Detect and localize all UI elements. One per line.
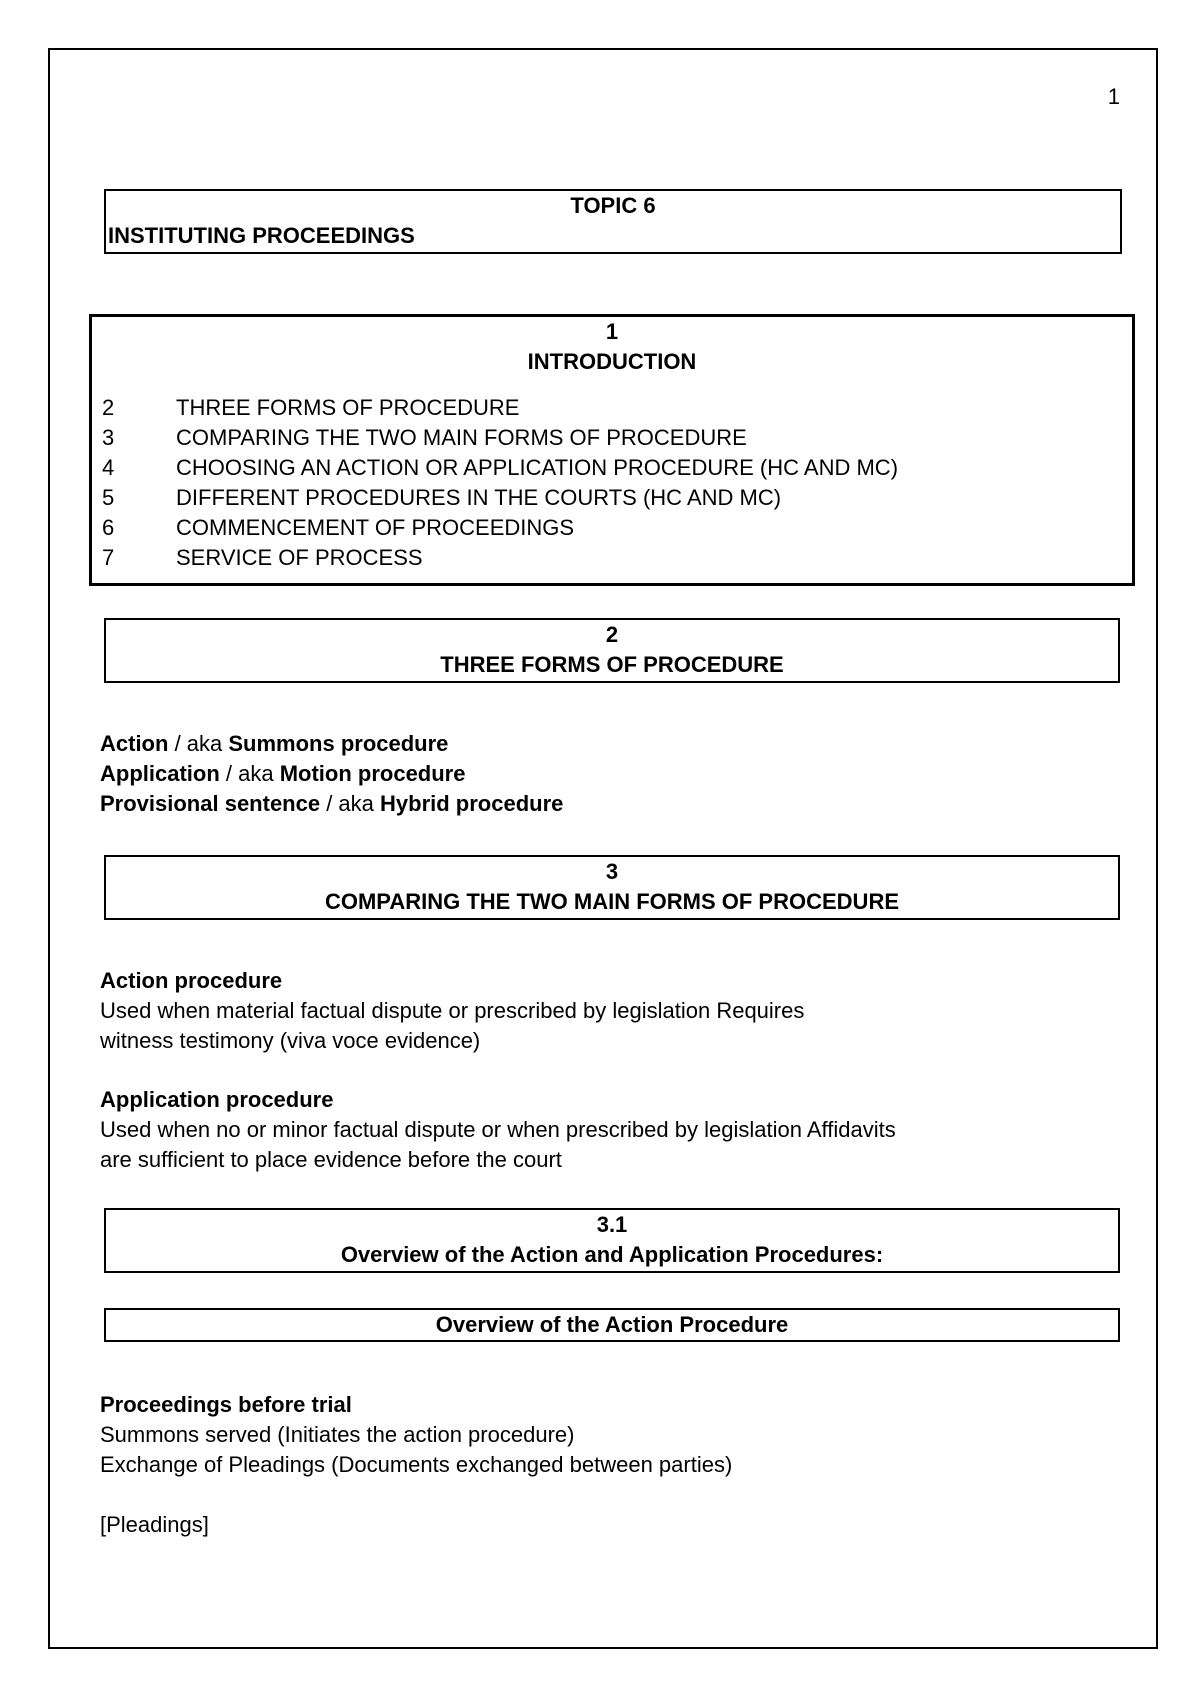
application-procedure-heading: Application procedure [100,1087,334,1112]
procedure-form [100,729,1110,759]
contents-item-number: 3 [102,425,115,450]
contents-item [102,393,1132,423]
section-3-number: 3 [605,859,619,884]
contents-item-text: CHOOSING AN ACTION OR APPLICATION PROCEDURE (HC AND MC) [176,455,899,480]
contents-item [102,543,1132,573]
contents-list [92,393,1132,573]
introduction-number: 1 [605,319,619,344]
action-overview-box [104,1308,1120,1342]
section-3-1-box [104,1208,1120,1273]
contents-item-number: 5 [102,485,115,510]
topic-title: INSTITUTING PROCEEDINGS [108,223,415,248]
contents-item-text: COMMENCEMENT OF PROCEEDINGS [176,515,575,540]
procedure-form-alias: Hybrid procedure [380,791,564,816]
procedure-form-separator: / aka [168,731,229,756]
introduction-box [89,314,1135,586]
action-procedure-block [100,966,1110,1056]
page-number: 1 [1107,84,1120,109]
application-procedure-text: are sufficient to place evidence before the court [100,1147,562,1172]
contents-item-number: 4 [102,455,115,480]
procedure-form-name: Application [100,761,220,786]
procedure-forms-list [100,729,1110,819]
procedure-form-alias: Motion procedure [279,761,466,786]
contents-item [102,423,1132,453]
contents-item-text: THREE FORMS OF PROCEDURE [176,395,520,420]
action-procedure-text: witness testimony (viva voce evidence) [100,1028,481,1053]
before-trial-block [100,1390,1110,1480]
action-overview-heading: Overview of the Action Procedure [435,1312,789,1337]
contents-item-text: SERVICE OF PROCESS [176,545,423,570]
procedure-form [100,759,1110,789]
procedure-form-alias: Summons procedure [228,731,449,756]
procedure-form [100,789,1110,819]
contents-item-number: 2 [102,395,115,420]
procedure-form-name: Action [100,731,169,756]
application-procedure-block [100,1085,1110,1175]
action-procedure-heading: Action procedure [100,968,283,993]
section-2-box [104,618,1120,683]
section-3-1-number: 3.1 [596,1212,628,1237]
contents-item [102,513,1132,543]
contents-item-text: COMPARING THE TWO MAIN FORMS OF PROCEDURE [176,425,747,450]
section-2-number: 2 [605,622,619,647]
before-trial-text: Exchange of Pleadings (Documents exchanged between parties) [100,1452,733,1477]
topic-box [104,189,1122,254]
introduction-heading: INTRODUCTION [527,349,697,374]
section-3-box [104,855,1120,920]
contents-item [102,483,1132,513]
topic-label: TOPIC 6 [570,193,656,218]
procedure-form-separator: / aka [320,791,381,816]
procedure-form-name: Provisional sentence [100,791,321,816]
pleadings-label: [Pleadings] [100,1512,209,1537]
section-3-1-heading: Overview of the Action and Application Procedures: [340,1242,884,1267]
contents-item-text: DIFFERENT PROCEDURES IN THE COURTS (HC AND MC) [176,485,782,510]
action-procedure-text: Used when material factual dispute or prescribed by legislation Requires [100,998,805,1023]
application-procedure-text: Used when no or minor factual dispute or when prescribed by legislation Affidavits [100,1117,896,1142]
section-2-heading: THREE FORMS OF PROCEDURE [440,652,784,677]
before-trial-text: Summons served (Initiates the action procedure) [100,1422,575,1447]
before-trial-heading: Proceedings before trial [100,1392,352,1417]
section-3-heading: COMPARING THE TWO MAIN FORMS OF PROCEDURE [324,889,900,914]
contents-item-number: 7 [102,545,115,570]
contents-item [102,453,1132,483]
procedure-form-separator: / aka [219,761,280,786]
contents-item-number: 6 [102,515,115,540]
